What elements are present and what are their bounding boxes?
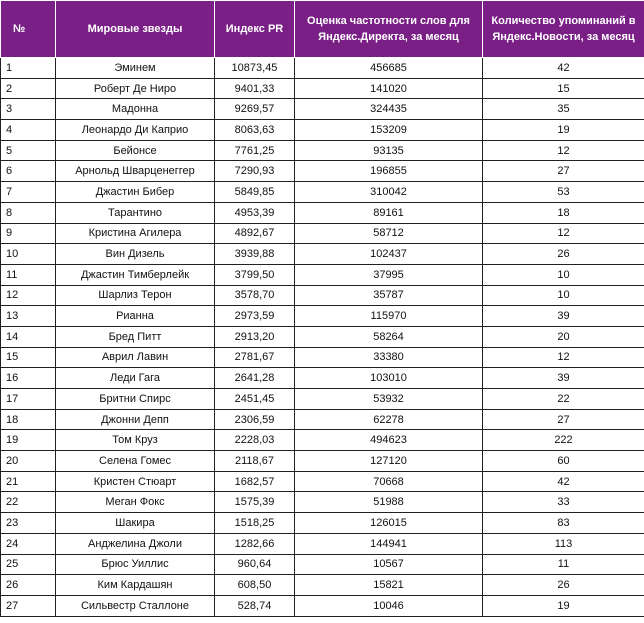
table-row — [1, 451, 644, 472]
cell-direct-frequency: 62278 — [295, 409, 483, 430]
cell-news-mentions: 39 — [483, 368, 644, 389]
cell-pr-index: 7761,25 — [215, 140, 295, 161]
cell-pr-index: 608,50 — [215, 575, 295, 596]
table-row — [1, 182, 644, 203]
cell-news-mentions: 10 — [483, 264, 644, 285]
cell-pr-index: 2451,45 — [215, 389, 295, 410]
header-celebrity: Мировые звезды — [56, 1, 215, 58]
cell-news-mentions: 18 — [483, 202, 644, 223]
cell-celebrity: Бейонсе — [56, 140, 215, 161]
cell-number: 22 — [1, 492, 56, 513]
cell-number: 16 — [1, 368, 56, 389]
cell-celebrity: Кристина Агилера — [56, 223, 215, 244]
cell-number: 6 — [1, 161, 56, 182]
cell-celebrity: Леонардо Ди Каприо — [56, 120, 215, 141]
cell-celebrity: Анджелина Джоли — [56, 533, 215, 554]
cell-pr-index: 1282,66 — [215, 533, 295, 554]
cell-direct-frequency: 35787 — [295, 285, 483, 306]
cell-direct-frequency: 33380 — [295, 347, 483, 368]
cell-number: 24 — [1, 533, 56, 554]
cell-direct-frequency: 93135 — [295, 140, 483, 161]
cell-pr-index: 2306,59 — [215, 409, 295, 430]
cell-news-mentions: 42 — [483, 58, 644, 79]
cell-number: 17 — [1, 389, 56, 410]
cell-number: 23 — [1, 513, 56, 534]
cell-number: 20 — [1, 451, 56, 472]
cell-celebrity: Эминем — [56, 58, 215, 79]
cell-news-mentions: 26 — [483, 244, 644, 265]
cell-number: 8 — [1, 202, 56, 223]
cell-number: 5 — [1, 140, 56, 161]
cell-news-mentions: 12 — [483, 140, 644, 161]
cell-celebrity: Том Круз — [56, 430, 215, 451]
table-row — [1, 264, 644, 285]
table-row — [1, 120, 644, 141]
cell-celebrity: Кристен Стюарт — [56, 471, 215, 492]
cell-number: 27 — [1, 595, 56, 616]
cell-number: 3 — [1, 99, 56, 120]
table-row — [1, 430, 644, 451]
header-direct-frequency: Оценка частотности слов для Яндекс.Директа, за месяц — [295, 1, 483, 58]
cell-news-mentions: 12 — [483, 347, 644, 368]
table-row — [1, 161, 644, 182]
table-row — [1, 471, 644, 492]
cell-pr-index: 2781,67 — [215, 347, 295, 368]
cell-pr-index: 3799,50 — [215, 264, 295, 285]
cell-news-mentions: 39 — [483, 306, 644, 327]
cell-direct-frequency: 58264 — [295, 326, 483, 347]
cell-news-mentions: 42 — [483, 471, 644, 492]
cell-news-mentions: 10 — [483, 285, 644, 306]
cell-pr-index: 2228,03 — [215, 430, 295, 451]
cell-celebrity: Вин Дизель — [56, 244, 215, 265]
header-row — [1, 1, 644, 58]
cell-direct-frequency: 10567 — [295, 554, 483, 575]
cell-number: 13 — [1, 306, 56, 327]
cell-news-mentions: 22 — [483, 389, 644, 410]
cell-pr-index: 528,74 — [215, 595, 295, 616]
table-row — [1, 492, 644, 513]
cell-news-mentions: 222 — [483, 430, 644, 451]
table-row — [1, 202, 644, 223]
table-row — [1, 409, 644, 430]
table-row — [1, 513, 644, 534]
table-row — [1, 223, 644, 244]
cell-celebrity: Бред Питт — [56, 326, 215, 347]
cell-direct-frequency: 144941 — [295, 533, 483, 554]
cell-news-mentions: 15 — [483, 78, 644, 99]
cell-news-mentions: 60 — [483, 451, 644, 472]
cell-direct-frequency: 70668 — [295, 471, 483, 492]
cell-direct-frequency: 494623 — [295, 430, 483, 451]
cell-celebrity: Мадонна — [56, 99, 215, 120]
table-row — [1, 554, 644, 575]
cell-direct-frequency: 51988 — [295, 492, 483, 513]
cell-celebrity: Джастин Бибер — [56, 182, 215, 203]
cell-number: 12 — [1, 285, 56, 306]
cell-pr-index: 2118,67 — [215, 451, 295, 472]
cell-celebrity: Роберт Де Ниро — [56, 78, 215, 99]
cell-direct-frequency: 89161 — [295, 202, 483, 223]
cell-news-mentions: 53 — [483, 182, 644, 203]
cell-celebrity: Селена Гомес — [56, 451, 215, 472]
cell-news-mentions: 113 — [483, 533, 644, 554]
cell-number: 18 — [1, 409, 56, 430]
header-pr-index: Индекс PR — [215, 1, 295, 58]
cell-news-mentions: 19 — [483, 595, 644, 616]
cell-direct-frequency: 324435 — [295, 99, 483, 120]
cell-celebrity: Меган Фокс — [56, 492, 215, 513]
cell-pr-index: 7290,93 — [215, 161, 295, 182]
cell-number: 10 — [1, 244, 56, 265]
cell-news-mentions: 12 — [483, 223, 644, 244]
cell-direct-frequency: 310042 — [295, 182, 483, 203]
header-number: № — [1, 1, 56, 58]
cell-number: 7 — [1, 182, 56, 203]
table-row — [1, 285, 644, 306]
cell-celebrity: Сильвестр Сталлоне — [56, 595, 215, 616]
cell-direct-frequency: 153209 — [295, 120, 483, 141]
cell-direct-frequency: 127120 — [295, 451, 483, 472]
cell-news-mentions: 19 — [483, 120, 644, 141]
cell-pr-index: 960,64 — [215, 554, 295, 575]
cell-direct-frequency: 10046 — [295, 595, 483, 616]
cell-number: 25 — [1, 554, 56, 575]
table-row — [1, 575, 644, 596]
table-row — [1, 595, 644, 616]
cell-pr-index: 1575,39 — [215, 492, 295, 513]
cell-number: 15 — [1, 347, 56, 368]
cell-celebrity: Брюс Уиллис — [56, 554, 215, 575]
cell-direct-frequency: 37995 — [295, 264, 483, 285]
cell-number: 26 — [1, 575, 56, 596]
table-row — [1, 326, 644, 347]
cell-pr-index: 2973,59 — [215, 306, 295, 327]
cell-pr-index: 1518,25 — [215, 513, 295, 534]
cell-celebrity: Тарантино — [56, 202, 215, 223]
cell-direct-frequency: 456685 — [295, 58, 483, 79]
cell-celebrity: Шакира — [56, 513, 215, 534]
table-row — [1, 306, 644, 327]
cell-direct-frequency: 126015 — [295, 513, 483, 534]
cell-direct-frequency: 15821 — [295, 575, 483, 596]
table-body — [1, 58, 644, 617]
cell-news-mentions: 26 — [483, 575, 644, 596]
cell-direct-frequency: 53932 — [295, 389, 483, 410]
cell-celebrity: Арнольд Шварценеггер — [56, 161, 215, 182]
cell-number: 9 — [1, 223, 56, 244]
cell-direct-frequency: 141020 — [295, 78, 483, 99]
cell-number: 2 — [1, 78, 56, 99]
cell-news-mentions: 35 — [483, 99, 644, 120]
cell-celebrity: Леди Гага — [56, 368, 215, 389]
table-row — [1, 347, 644, 368]
table-row — [1, 244, 644, 265]
cell-celebrity: Рианна — [56, 306, 215, 327]
cell-pr-index: 8063,63 — [215, 120, 295, 141]
table-row — [1, 389, 644, 410]
cell-pr-index: 2641,28 — [215, 368, 295, 389]
cell-pr-index: 10873,45 — [215, 58, 295, 79]
cell-direct-frequency: 196855 — [295, 161, 483, 182]
cell-pr-index: 4953,39 — [215, 202, 295, 223]
cell-pr-index: 5849,85 — [215, 182, 295, 203]
cell-celebrity: Джастин Тимберлейк — [56, 264, 215, 285]
cell-news-mentions: 27 — [483, 409, 644, 430]
cell-direct-frequency: 115970 — [295, 306, 483, 327]
cell-news-mentions: 20 — [483, 326, 644, 347]
cell-direct-frequency: 103010 — [295, 368, 483, 389]
cell-number: 21 — [1, 471, 56, 492]
cell-celebrity: Аврил Лавин — [56, 347, 215, 368]
cell-pr-index: 9401,33 — [215, 78, 295, 99]
cell-number: 1 — [1, 58, 56, 79]
cell-number: 19 — [1, 430, 56, 451]
cell-news-mentions: 33 — [483, 492, 644, 513]
cell-pr-index: 2913,20 — [215, 326, 295, 347]
table-row — [1, 140, 644, 161]
cell-pr-index: 1682,57 — [215, 471, 295, 492]
cell-news-mentions: 83 — [483, 513, 644, 534]
cell-number: 4 — [1, 120, 56, 141]
cell-celebrity: Шарлиз Терон — [56, 285, 215, 306]
header-news-mentions: Количество упоминаний в Яндекс.Новости, за месяц — [483, 1, 644, 58]
table-row — [1, 58, 644, 79]
cell-news-mentions: 11 — [483, 554, 644, 575]
table-row — [1, 533, 644, 554]
cell-direct-frequency: 102437 — [295, 244, 483, 265]
cell-celebrity: Бритни Спирс — [56, 389, 215, 410]
cell-news-mentions: 27 — [483, 161, 644, 182]
cell-pr-index: 3578,70 — [215, 285, 295, 306]
cell-pr-index: 4892,67 — [215, 223, 295, 244]
cell-celebrity: Ким Кардашян — [56, 575, 215, 596]
table-row — [1, 368, 644, 389]
cell-pr-index: 3939,88 — [215, 244, 295, 265]
cell-number: 11 — [1, 264, 56, 285]
table-row — [1, 99, 644, 120]
table-row — [1, 78, 644, 99]
cell-pr-index: 9269,57 — [215, 99, 295, 120]
cell-direct-frequency: 58712 — [295, 223, 483, 244]
cell-number: 14 — [1, 326, 56, 347]
cell-celebrity: Джонни Депп — [56, 409, 215, 430]
table-header — [1, 1, 644, 58]
